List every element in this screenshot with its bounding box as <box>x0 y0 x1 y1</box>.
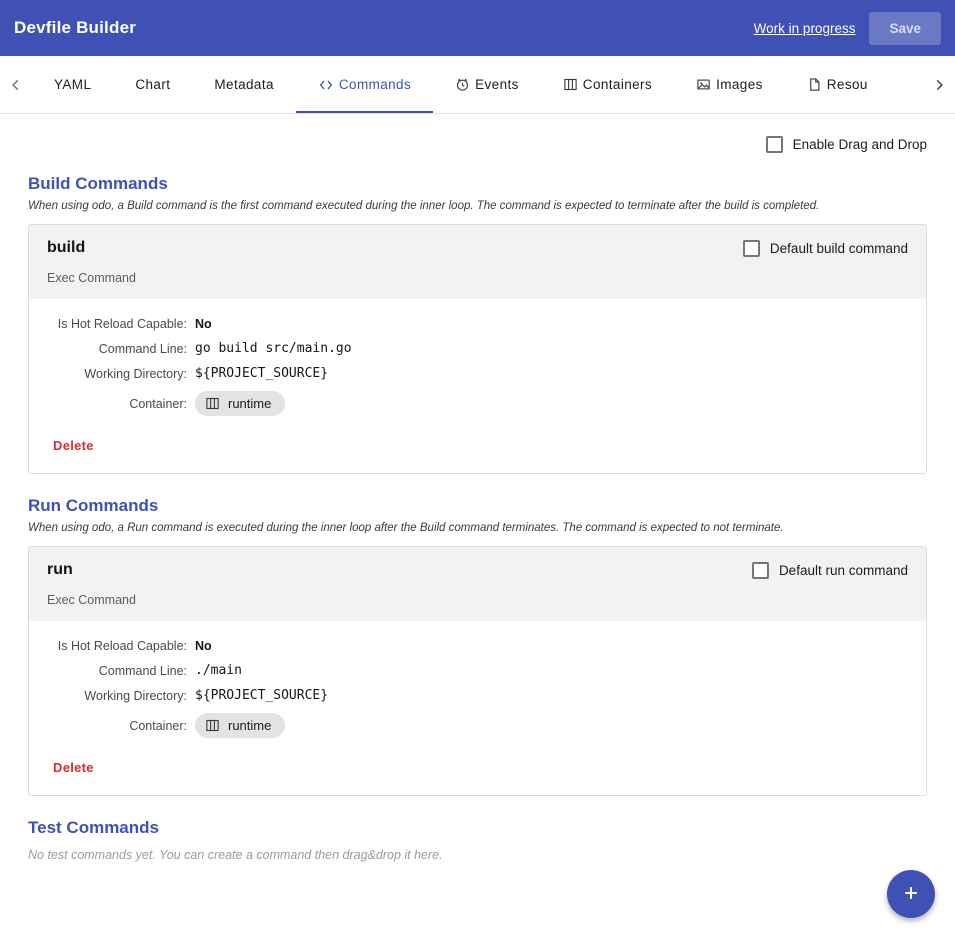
chevron-right-icon[interactable] <box>923 56 955 113</box>
field-value: ${PROJECT_SOURCE} <box>195 688 329 703</box>
field-label: Is Hot Reload Capable: <box>57 639 187 653</box>
field-container <box>47 391 908 416</box>
code-icon <box>318 77 334 93</box>
default-build-command-checkbox[interactable] <box>743 240 760 257</box>
delete-command-button[interactable]: Delete <box>47 748 100 789</box>
tab-label: Events <box>475 77 519 92</box>
tab-label: Images <box>716 77 763 92</box>
test-commands-empty-note: No test commands yet. You can create a command then drag&drop it here. <box>28 848 443 862</box>
field-label: Command Line: <box>98 341 187 356</box>
field-label: Container: <box>129 718 187 733</box>
command-card-body <box>29 299 926 473</box>
file-icon <box>807 77 822 92</box>
command-card-build <box>28 224 927 474</box>
field-label: Working Directory: <box>84 688 187 703</box>
command-name: run <box>47 561 73 578</box>
delete-command-button[interactable]: Delete <box>47 426 100 467</box>
command-name: build <box>47 239 86 256</box>
enable-drag-and-drop-label: Enable Drag and Drop <box>792 136 927 152</box>
default-run-command-label: Default run command <box>778 562 908 578</box>
container-chip-label: runtime <box>228 396 272 411</box>
section-title-run: Run Commands <box>28 496 159 515</box>
command-card-header <box>29 225 926 299</box>
enable-drag-and-drop-checkbox[interactable] <box>766 136 783 153</box>
field-value: go build src/main.go <box>195 341 352 356</box>
section-description-run: When using odo, a Run command is executed during the inner loop after the Build command terminates. The command is expected to not terminate. <box>28 522 784 534</box>
container-chip[interactable] <box>195 391 285 416</box>
app-header <box>0 0 955 56</box>
tab-resources[interactable] <box>785 56 890 113</box>
save-button[interactable]: Save <box>869 12 941 45</box>
drag-drop-toggle-row <box>28 114 927 174</box>
page-title: Devfile Builder <box>14 18 137 37</box>
tab-list <box>32 56 923 113</box>
default-run-command-checkbox[interactable] <box>752 562 769 579</box>
command-card-run <box>28 546 927 796</box>
tab-containers[interactable] <box>541 56 674 113</box>
tab-metadata[interactable] <box>192 56 296 113</box>
field-value: No <box>195 317 212 331</box>
section-description-build: When using odo, a Build command is the first command executed during the inner loop. The command is expected to terminate after the build is completed. <box>28 200 820 212</box>
command-card-body <box>29 621 926 795</box>
commands-panel <box>0 114 955 934</box>
tab-commands[interactable] <box>296 56 433 113</box>
command-type-label: Exec Command <box>47 271 136 285</box>
field-command-line <box>47 663 908 678</box>
tab-label: Containers <box>582 77 653 92</box>
tab-bar <box>0 56 955 114</box>
default-build-command-label: Default build command <box>769 240 908 256</box>
work-in-progress-link[interactable]: Work in progress <box>753 20 856 36</box>
image-icon <box>696 77 711 92</box>
section-title-test: Test Commands <box>28 818 159 837</box>
field-container <box>47 713 908 738</box>
field-label: Container: <box>129 396 187 411</box>
field-label: Command Line: <box>98 663 187 678</box>
field-label: Is Hot Reload Capable: <box>57 317 187 331</box>
field-value: ${PROJECT_SOURCE} <box>195 366 329 381</box>
tab-events[interactable] <box>433 56 541 113</box>
command-card-header <box>29 547 926 621</box>
command-type-label: Exec Command <box>47 593 136 607</box>
plus-icon <box>901 883 921 906</box>
container-chip[interactable] <box>195 713 285 738</box>
tab-label: Commands <box>338 77 412 92</box>
section-title-build: Build Commands <box>28 174 168 193</box>
field-value: No <box>195 639 212 653</box>
field-hot-reload <box>47 317 908 331</box>
tab-label: YAML <box>54 77 92 92</box>
tab-images[interactable] <box>674 56 785 113</box>
field-working-directory <box>47 688 908 703</box>
chevron-left-icon[interactable] <box>0 56 32 113</box>
field-hot-reload <box>47 639 908 653</box>
columns-icon <box>205 718 220 733</box>
columns-icon <box>563 77 578 92</box>
field-label: Working Directory: <box>84 366 187 381</box>
field-command-line <box>47 341 908 356</box>
add-command-button[interactable] <box>887 870 935 918</box>
columns-icon <box>205 396 220 411</box>
field-value: ./main <box>195 663 242 678</box>
header-actions <box>754 12 941 45</box>
container-chip-label: runtime <box>228 718 272 733</box>
tab-label: Resou <box>826 77 868 92</box>
tab-label: Metadata <box>214 77 274 92</box>
clock-icon <box>455 77 470 92</box>
field-working-directory <box>47 366 908 381</box>
tab-yaml[interactable] <box>32 56 113 113</box>
tab-label: Chart <box>135 77 171 92</box>
tab-chart[interactable] <box>113 56 192 113</box>
